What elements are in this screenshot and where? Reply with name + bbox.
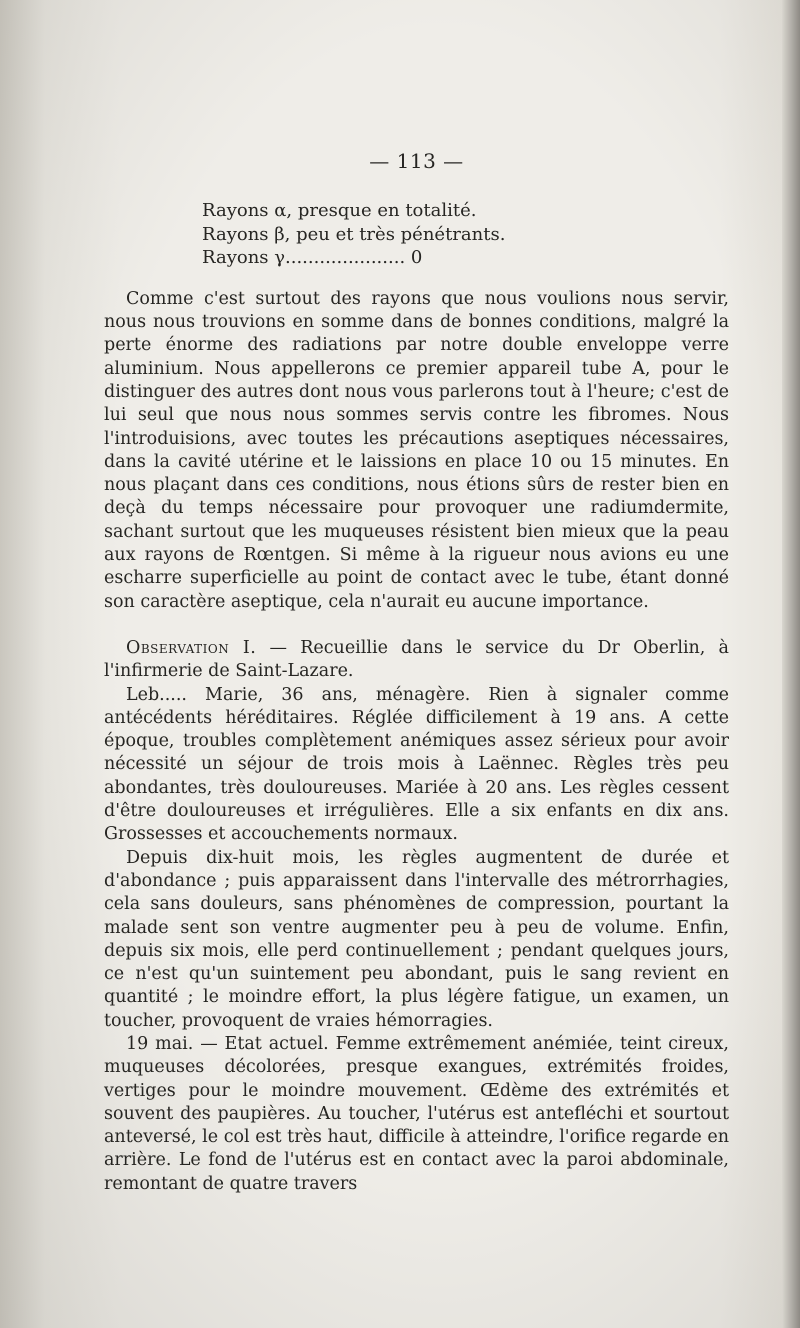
- paragraph-symptoms: Depuis dix-huit mois, les règles augmentent de durée et d'abondance ; puis apparaissent dans l'intervalle des métrorrhagies, cela sans douleurs, sans phénomènes de compression, pourtant la malade sent son ventre augmenter peu à peu de volume. Enfin, depuis six mois, elle perd continuellement ; pendant quelques jours, ce n'est qu'un suintement peu abondant, puis le sang revient en quantité ; le moindre effort, la plus légère fatigue, un examen, un toucher, provoquent de vraies hémorragies.: [104, 847, 729, 1031]
- rays-gamma-line: Rayons γ..................... 0: [202, 247, 423, 269]
- paragraph-current-state: 19 mai. — Etat actuel. Femme extrêmement anémiée, teint cireux, muqueuses décolorées, presque exangues, extrémités froides, vertiges pour le moindre mouvement. Œdème des extrémités et souvent des paupières. Au toucher, l'utérus est antefléchi et sourtout anteversé, le col est très haut, difficile à atteindre, l'orifice regarde en arrière. Le fond de l'utérus est en contact avec la paroi abdominale, remontant de quatre travers: [104, 1034, 729, 1194]
- paragraph-radium-conditions: Comme c'est surtout des rayons que nous voulions nous servir, nous nous trouvions en somme dans de bonnes conditions, malgré la perte énorme des radiations par notre double enveloppe verre aluminium. Nous appellerons ce premier appareil tube A, pour le distinguer des autres dont nous vous parlerons tout à l'heure; c'est de lui seul que nous nous sommes servis contre les fibromes. Nous l'introduisions, avec toutes les précautions aseptiques nécessaires, dans la cavité utérine et le laissions en place 10 ou 15 minutes. En nous plaçant dans ces conditions, nous étions sûrs de rester bien en deçà du temps nécessaire pour provoquer une radiumdermite, sachant surtout que les muqueuses résistent bien mieux que la peau aux rayons de Rœntgen. Si même à la rigueur nous avions eu une escharre superficielle au point de contact avec le tube, étant donné son caractère aseptique, cela n'aurait eu aucune importance.: [104, 288, 729, 612]
- page-gutter: [782, 0, 800, 1328]
- paragraph-patient-history: Leb..... Marie, 36 ans, ménagère. Rien à signaler comme antécédents héréditaires. Réglée difficilement à 19 ans. A cette époque, troubles complètement anémiques assez sérieux pour avoir nécessité un séjour de trois mois à Laënnec. Règles très peu abondantes, très douloureuses. Mariée à 20 ans. Les règles cessent d'être douloureuses et irrégulières. Elle a six enfants en dix ans. Grossesses et accouchements normaux.: [104, 684, 729, 845]
- observation-source: — Recueillie dans le service du Dr Oberlin, à l'infirmerie de Saint-Lazare.: [104, 637, 729, 682]
- observation-label: Observation I.: [126, 637, 257, 658]
- page-content: [104, 150, 729, 1196]
- observation-heading: [104, 637, 729, 684]
- rays-alpha-line: Rayons α, presque en totalité.: [202, 200, 477, 222]
- rays-list: [202, 199, 729, 270]
- rays-beta-line: Rayons β, peu et très pénétrants.: [202, 223, 506, 245]
- page-number: — 113 —: [369, 149, 464, 173]
